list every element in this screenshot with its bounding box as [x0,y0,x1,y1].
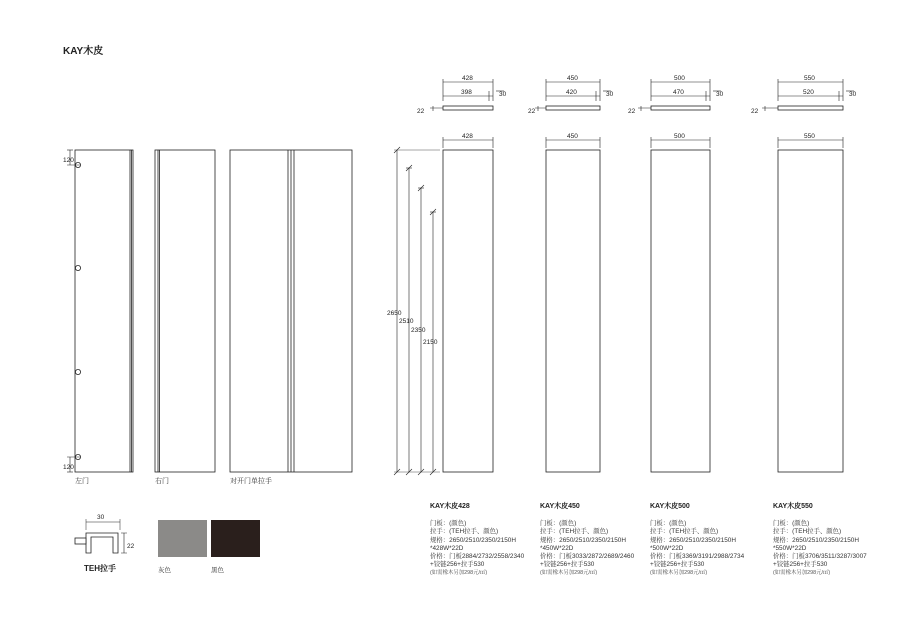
color-swatch-gray[interactable] [158,520,207,557]
panel-450-inner: 420 [566,89,577,96]
panel-428-inner: 398 [461,89,472,96]
swatch-label-black: 黑色 [211,567,224,574]
spec-size: 规格：2650/2510/2350/2150H [540,536,626,544]
spec-note: (如需橡木另加298元/㎡) [540,570,598,577]
panel-450-edge: 30 [606,91,614,98]
spec-size: 规格：2650/2510/2350/2150H [650,536,736,544]
left-door-panel [75,150,133,472]
view-label-left-door: 左门 [75,478,89,485]
spec-board: 门板：(颜色) [773,520,810,528]
height-dim-2510: 2510 [399,318,414,325]
hinge-offset-top: 120 [63,157,74,164]
spec-price: 价格：门板3033/2872/2689/2460 [540,553,635,561]
panel-428-edge: 30 [499,91,507,98]
spec-size-2: *428W*22D [430,544,464,552]
spec-price: 价格：门板3706/3511/3287/3007 [773,553,867,561]
height-dim-2350: 2350 [411,327,426,334]
hinge-icon [75,369,80,374]
panel-550-front [778,150,843,472]
panel-500-front-width: 500 [674,133,685,140]
panel-500-thickness: 22 [628,108,636,115]
spec-price: 价格：门板2884/2732/2558/2340 [430,553,525,561]
spec-size: 规格：2650/2510/2350/2150H [430,536,516,544]
spec-size-2: *450W*22D [540,544,574,552]
spec-size-2: *550W*22D [773,544,807,552]
panel-450-front-width: 450 [567,133,578,140]
spec-hinge: +铰链256+拉手530 [430,561,485,569]
spec-size: 规格：2650/2510/2350/2150H [773,536,859,544]
swatch-label-gray: 灰色 [158,567,171,574]
panel-428-total: 428 [462,75,473,82]
view-label-right-door: 右门 [155,478,169,485]
hinge-icon [75,265,80,270]
panel-428-thickness: 22 [417,108,425,115]
spec-handle: 拉手：(TEH拉手、颜色) [650,528,719,536]
spec-hinge: +铰链256+拉手530 [773,561,828,569]
spec-hinge: +铰链256+拉手530 [650,561,705,569]
spec-board: 门板：(颜色) [540,520,577,528]
panel-550-total: 550 [804,75,815,82]
panel-450-front [546,150,600,472]
height-dim-2650: 2650 [387,310,402,317]
panel-450-thickness: 22 [528,108,536,115]
spec-handle: 拉手：(TEH拉手、颜色) [773,528,842,536]
right-door-elevation [155,150,215,472]
spec-name: KAY木皮428 [430,503,470,510]
panel-428-front-width: 428 [462,133,473,140]
page-title: KAY木皮 [63,46,104,57]
spec-note: (如需橡木另加298元/㎡) [773,570,831,577]
spec-price: 价格：门板3369/3191/2988/2734 [650,553,745,561]
panel-500-edge: 30 [716,91,724,98]
spec-note: (如需橡木另加298元/㎡) [650,570,708,577]
panel-500-total: 500 [674,75,685,82]
panel-550-thickness: 22 [751,108,759,115]
handle-width-dim: 30 [97,514,105,521]
spec-board: 门板：(颜色) [650,520,687,528]
color-swatch-black[interactable] [211,520,260,557]
panel-428-front [443,150,493,472]
panel-550-front-width: 550 [804,133,815,140]
spec-size-2: *500W*22D [650,544,684,552]
spec-name: KAY木皮500 [650,503,690,510]
left-door-elevation [67,150,133,472]
handle-profile-label: TEH拉手 [84,564,116,573]
spec-note: (如需橡木另加298元/㎡) [430,570,488,577]
spec-board: 门板：(颜色) [430,520,467,528]
panel-550-inner: 520 [803,89,814,96]
panel-550-edge: 30 [849,91,857,98]
view-label-double-door: 对开门单拉手 [230,478,272,485]
panel-500-front [651,150,710,472]
height-dim-2150: 2150 [423,339,438,346]
panel-450-total: 450 [567,75,578,82]
spec-hinge: +铰链256+拉手530 [540,561,595,569]
handle-height-dim: 22 [127,543,135,550]
hinge-offset-bottom: 120 [63,464,74,471]
right-door-panel [155,150,215,472]
spec-handle: 拉手：(TEH拉手、颜色) [430,528,499,536]
spec-handle: 拉手：(TEH拉手、颜色) [540,528,609,536]
spec-block-550 [773,503,900,578]
spec-name: KAY木皮550 [773,503,813,510]
handle-profile-drawing [75,519,127,553]
double-door-elevation [230,150,352,472]
spec-name: KAY木皮450 [540,503,580,510]
panel-500-inner: 470 [673,89,684,96]
spec-block-500 [650,503,780,578]
